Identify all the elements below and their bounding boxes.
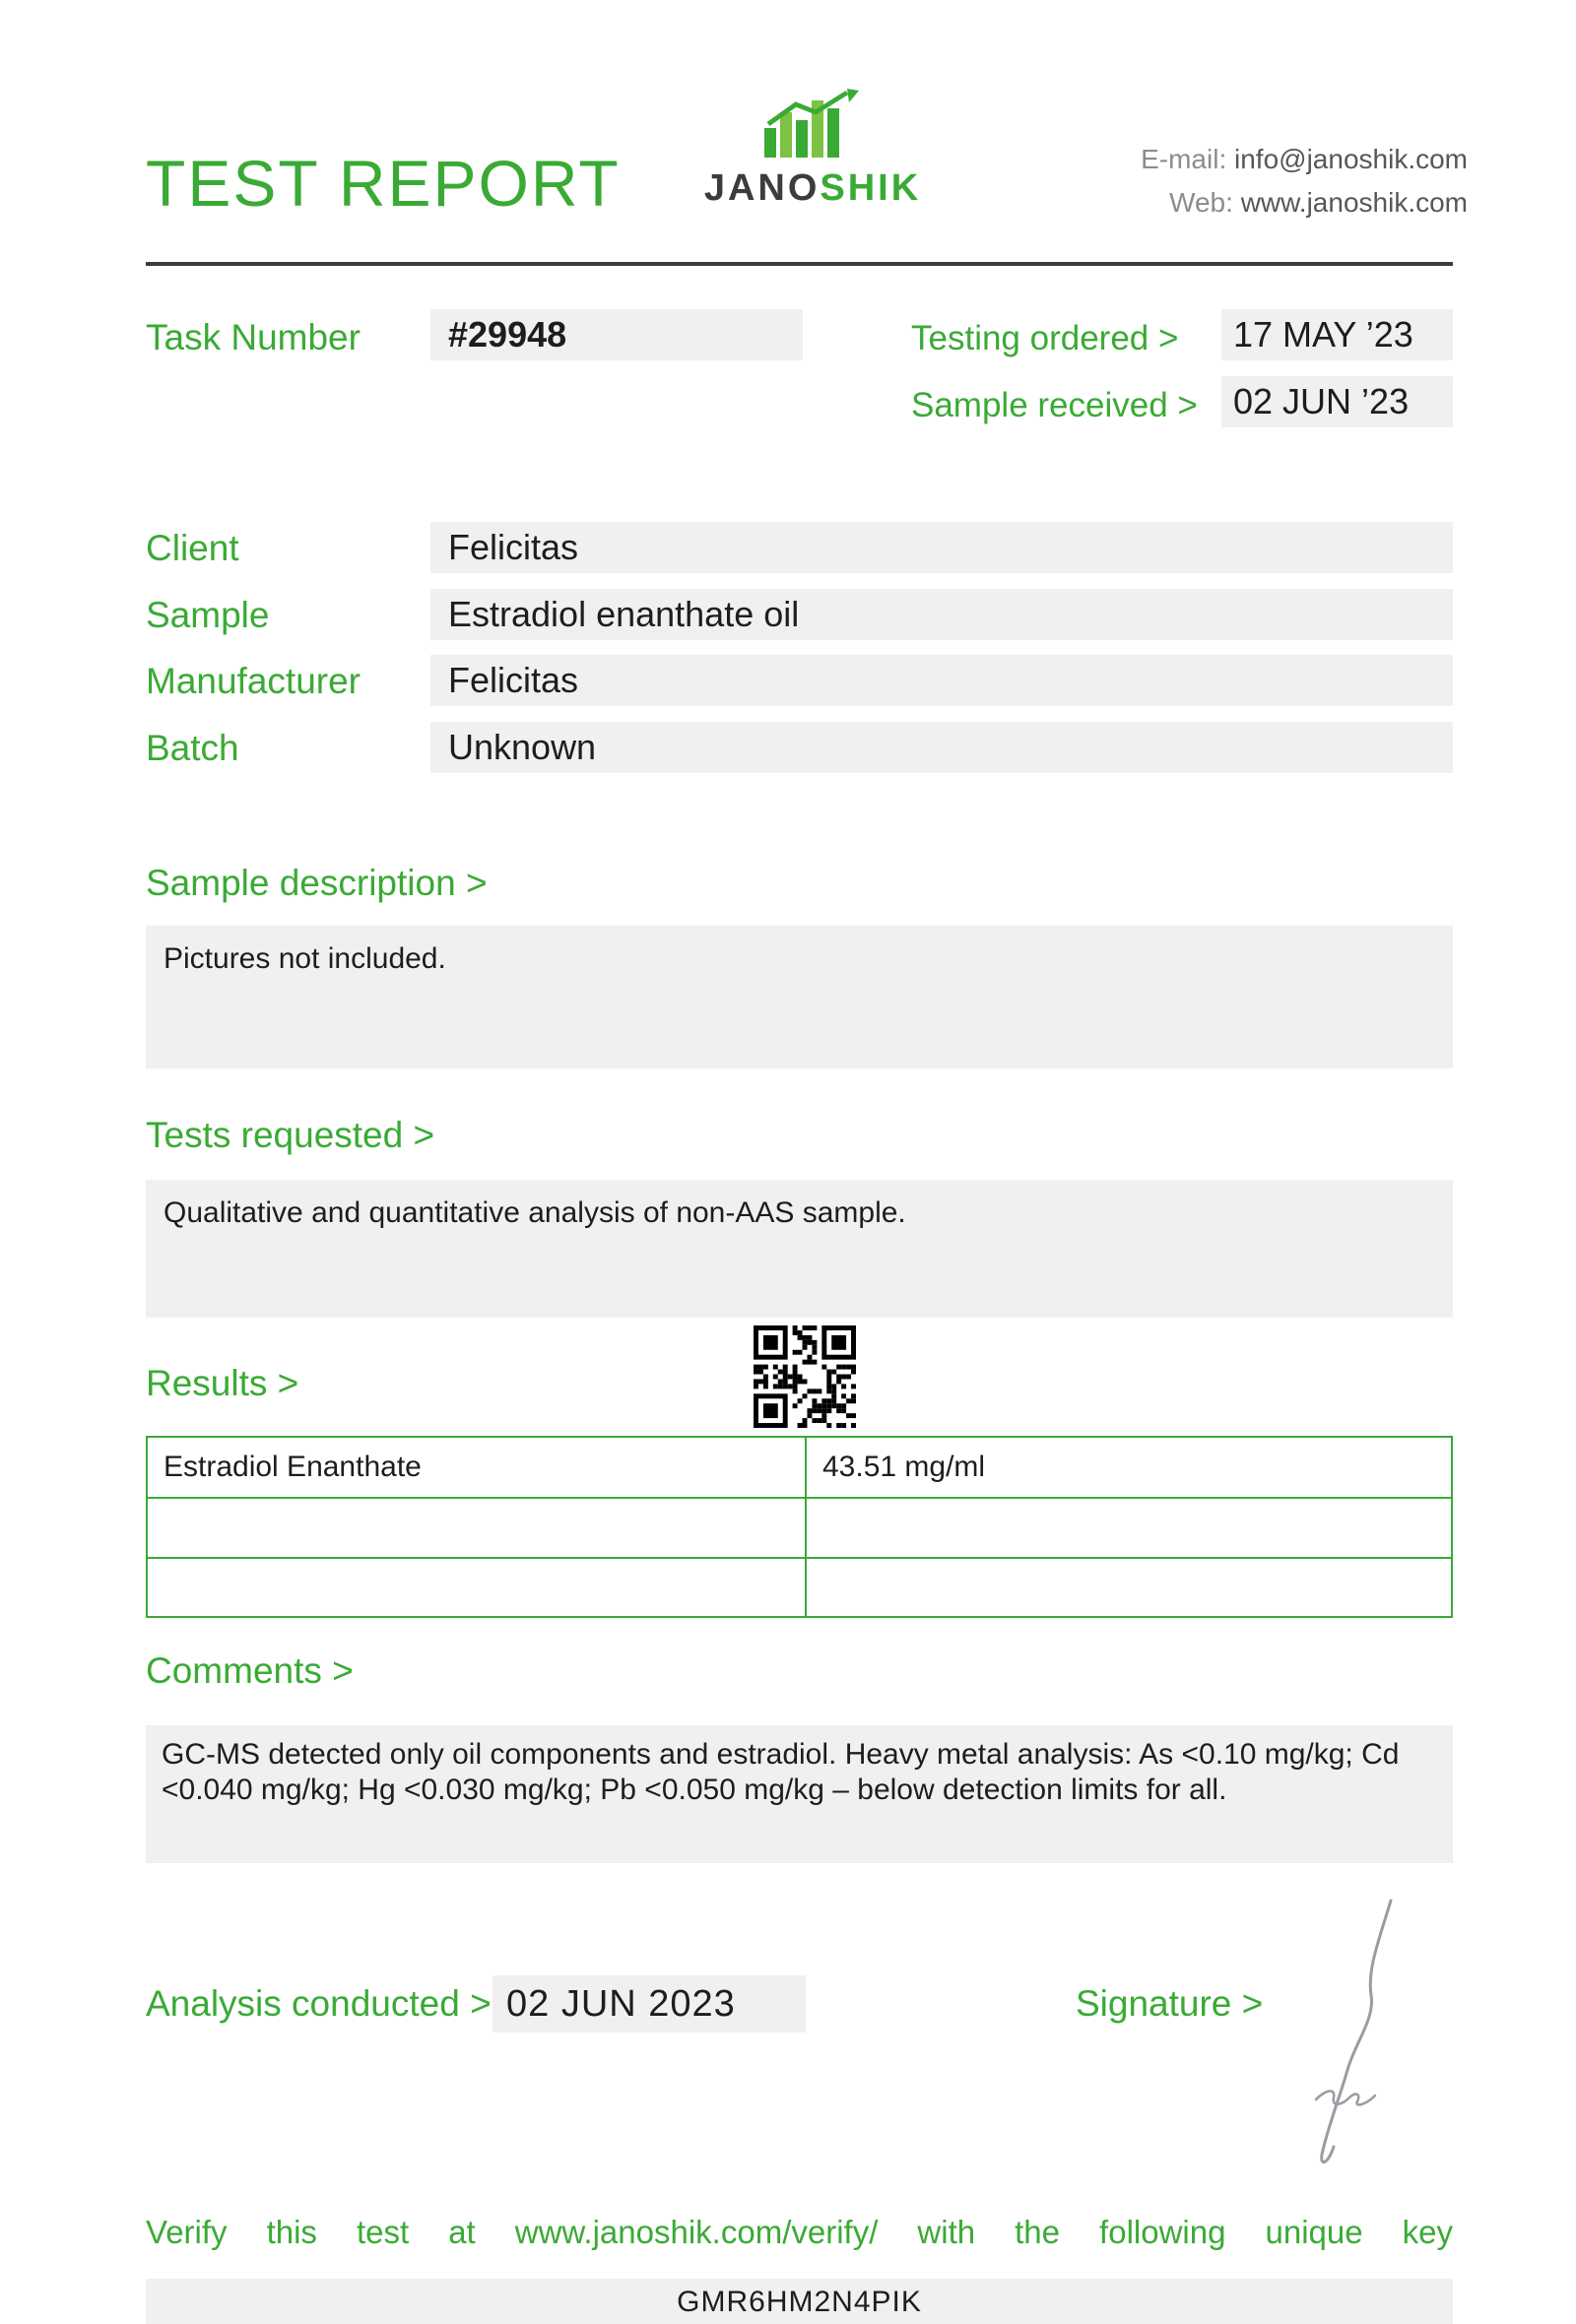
qr-code [754,1325,856,1428]
result-substance-2 [148,1497,805,1556]
manufacturer-label: Manufacturer [146,661,361,701]
email-value: info@janoshik.com [1234,144,1468,174]
header-divider [146,262,1453,266]
testing-ordered-label: Testing ordered > [911,319,1179,357]
logo-wordmark-green: SHIK [820,167,922,209]
comments-label: Comments > [146,1650,354,1691]
result-value-1: 43.51 mg/ml [805,1438,1451,1497]
contact-web-line [975,181,1468,225]
signature-handwriting [1280,1893,1438,2178]
result-substance-1: Estradiol Enanthate [164,1451,422,1484]
sample-received-date: 02 JUN ’23 [1221,376,1453,427]
contact-block [975,138,1468,225]
contact-email-line [975,138,1468,181]
tests-requested-text: Qualitative and quantitative analysis of non-AAS sample. [146,1180,1453,1318]
result-value-2 [805,1497,1451,1556]
task-number-value: #29948 [430,309,803,360]
sample-description-label: Sample description > [146,863,488,903]
web-label: Web: [1169,187,1233,218]
result-substance-3 [148,1557,805,1616]
results-table [146,1436,1453,1618]
logo-wordmark-dark: JANO [703,167,821,209]
sample-label: Sample [146,595,270,635]
analysis-conducted-date: 02 JUN 2023 [492,1975,806,2033]
task-number-label: Task Number [146,317,361,357]
results-label: Results > [146,1363,299,1403]
batch-label: Batch [146,728,239,768]
result-value-3 [805,1557,1451,1616]
batch-value: Unknown [430,722,1453,773]
page-title: TEST REPORT [146,147,621,220]
email-label: E-mail: [1141,144,1227,174]
sample-received-label: Sample received > [911,386,1198,424]
comments-text: GC-MS detected only oil components and estradiol. Heavy metal analysis: As <0.10 mg/kg; Cd <0.040 mg/kg; Hg <0.030 mg/kg; Pb <0.050 mg/kg – below detection limits for all. [146,1725,1453,1863]
signature-label: Signature > [1076,1983,1264,2024]
logo-wordmark [690,167,936,210]
sample-value: Estradiol enanthate oil [430,589,1453,640]
client-value: Felicitas [430,522,1453,573]
verify-key: GMR6HM2N4PIK [146,2279,1453,2324]
manufacturer-value: Felicitas [430,655,1453,706]
sample-description-text: Pictures not included. [146,926,1453,1068]
tests-requested-label: Tests requested > [146,1115,435,1155]
verify-instruction: Verify this test at www.janoshik.com/verify/ with the following unique key [146,2214,1453,2250]
web-value: www.janoshik.com [1240,187,1468,218]
testing-ordered-date: 17 MAY ’23 [1221,309,1453,360]
analysis-conducted-label: Analysis conducted > [146,1983,492,2024]
client-label: Client [146,528,239,568]
logo-chart-icon [756,89,867,158]
